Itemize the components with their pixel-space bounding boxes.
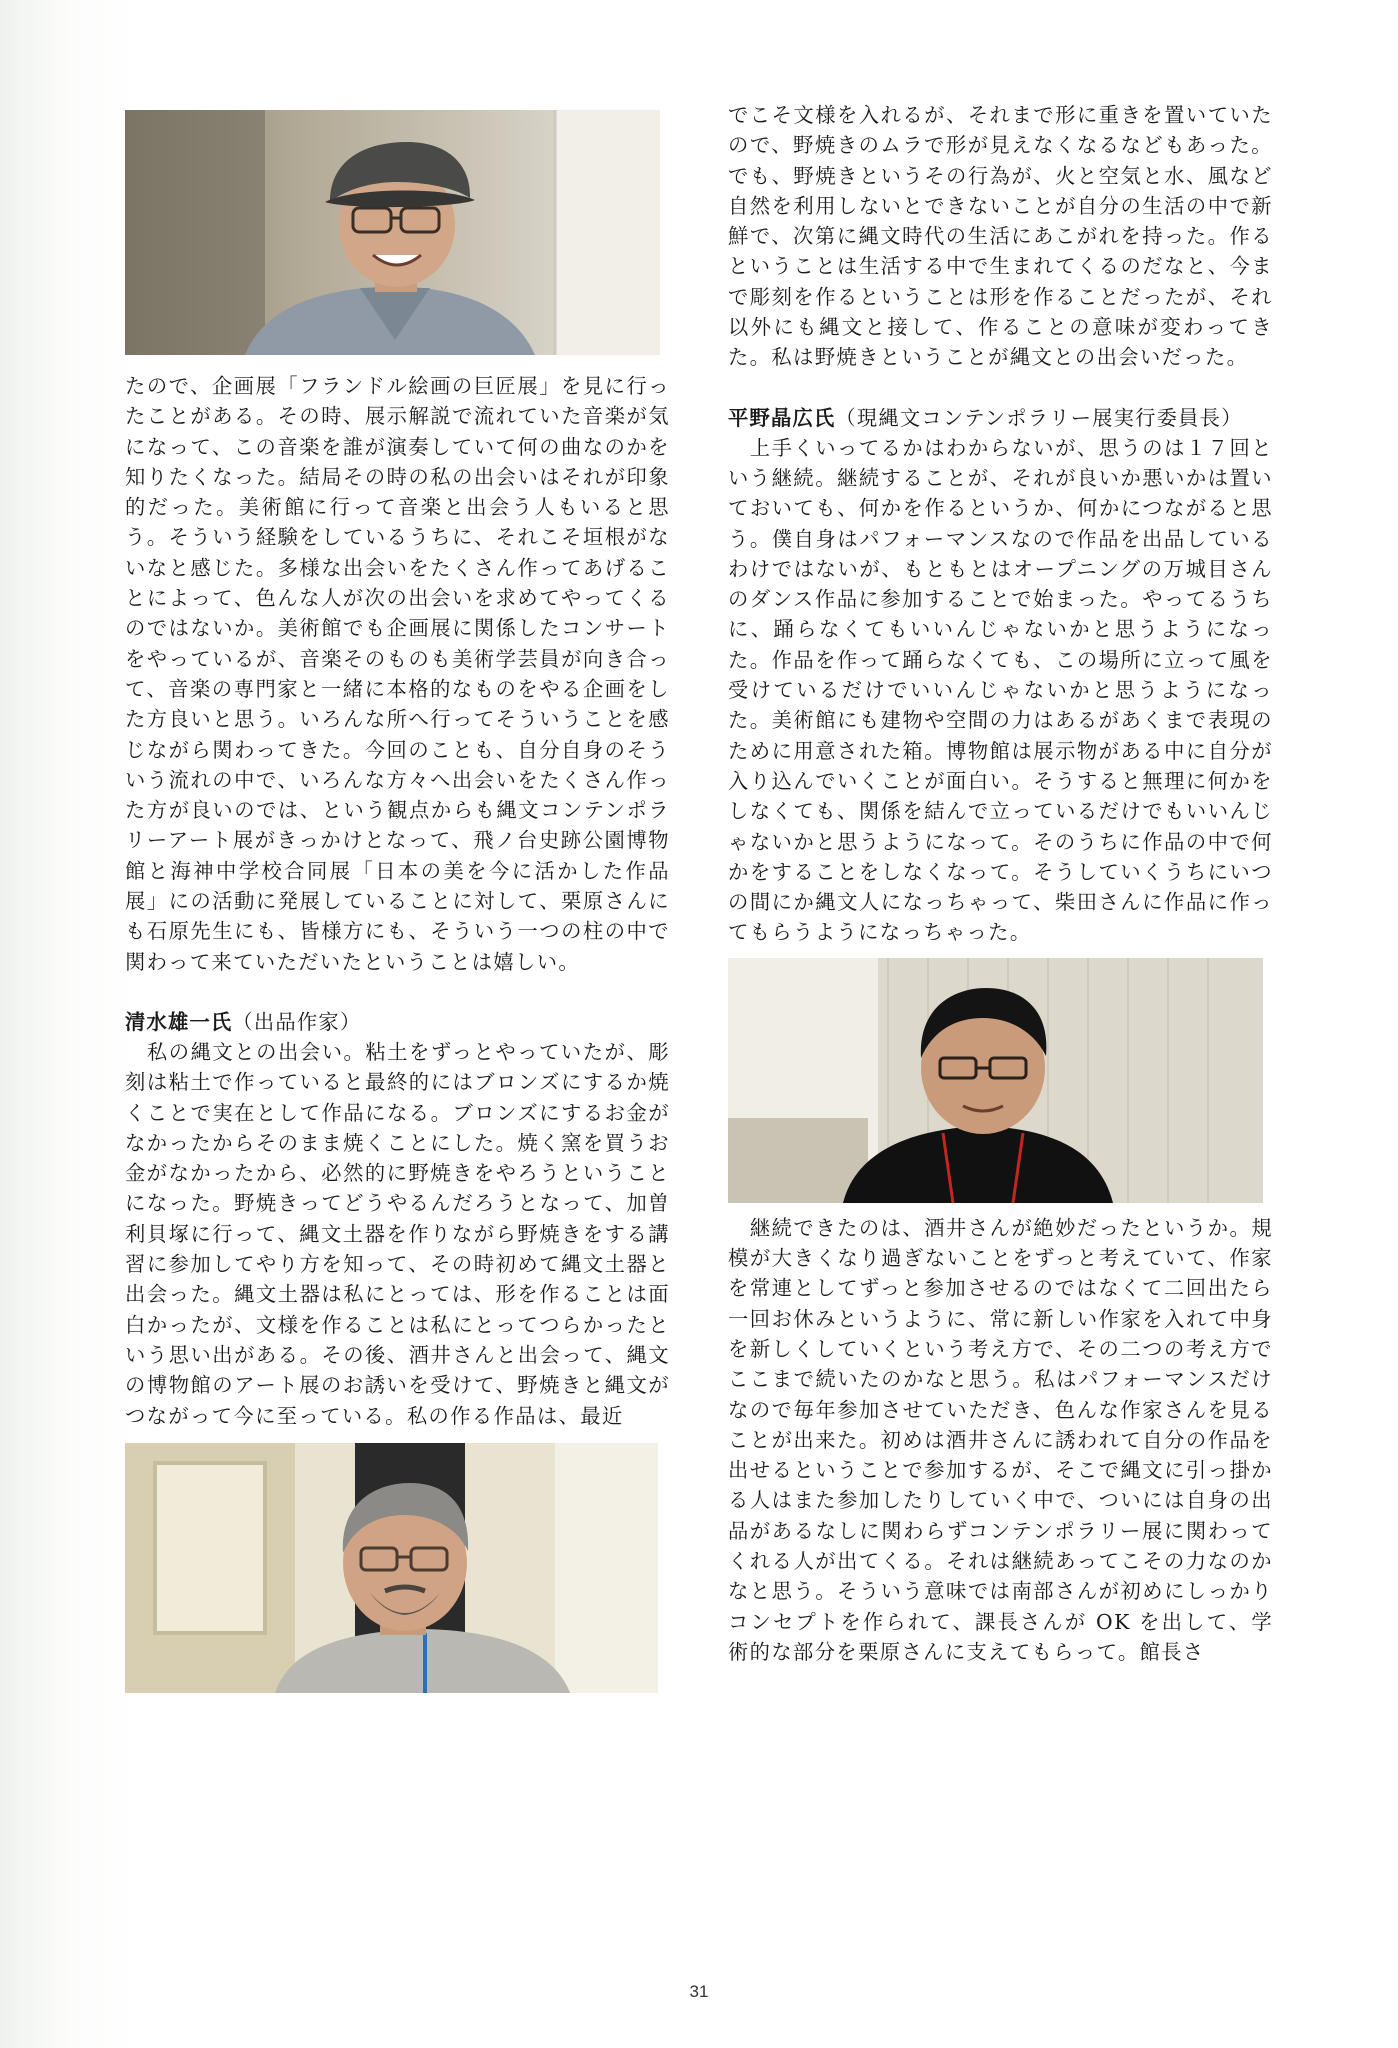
- page-number: 31: [689, 1982, 709, 2001]
- speaker-cap-image: [125, 110, 660, 355]
- photo-speaker-shimizu: [125, 1443, 658, 1693]
- hirano-heading: [728, 403, 1273, 433]
- photo-speaker-hirano: [728, 958, 1263, 1203]
- shimizu-image: [125, 1443, 658, 1693]
- hirano-paragraph: 上手くいってるかはわからないが、思うのは１７回という継続。継続することが、それが良いか悪いかは置いておいても、何かを作るというか、何かにつながると思う。僕自身はパフォーマンスなので作品を出品しているわけではないが、もともとはオープニングの万城目さんのダンス作品に参加することで始まった。やってるうちに、踊らなくてもいいんじゃないかと思うようになった。作品を作って踊らなくても、この場所に立って風を受けているだけでいいんじゃないかと思うようになった。美術館にも建物や空間の力はあるがあくまで表現のために用意された箱。博物館は展示物がある中に自分が入り込んでいくことが面白い。そうすると無理に何かをしなくても、関係を結んで立っているだけでもいいんじゃないかと思うようになって。そのうちに作品の中で何かをすることをしなくなって。そうしていくうちにいつの間にか縄文人になっちゃって、柴田さんに作品に作ってもらうようになっちゃった。: [728, 435, 1273, 945]
- hirano-name: 平野晶広氏: [728, 405, 836, 430]
- left-column: [125, 110, 670, 1693]
- shimizu-paragraph: 私の縄文との出会い。粘土をずっとやっていたが、彫刻は粘土で作っていると最終的にはブロンズにするか焼くことで実在として作品になる。ブロンズにするお金がなかったからそのまま焼くことにした。焼く窯を買うお金がなかったから、必然的に野焼きをやろうということになった。野焼きってどうやるんだろうとなって、加曽利貝塚に行って、縄文土器を作りながら野焼きをする講習に参加してやり方を知って、その時初めて縄文土器と出会った。縄文土器は私にとっては、形を作ることは面白かったが、文様を作ることは私にとってつらかったという思い出がある。その後、酒井さんと出会って、縄文の博物館のアート展のお誘いを受けて、野焼きと縄文がつながって今に至っている。私の作る作品は、最近: [125, 1039, 670, 1428]
- shimizu-heading: [125, 1007, 670, 1037]
- right-column: [728, 100, 1273, 1667]
- shimizu-role: （出品作家）: [232, 1009, 362, 1034]
- hirano-paragraph-2: 継続できたのは、酒井さんが絶妙だったというか。規模が大きくなり過ぎないことをずっと考えていて、作家を常連としてずっと参加させるのではなくて二回出たら一回お休みというように、常に新しい作家を入れて中身を新しくしていくという考え方で、その二つの考え方でここまで続いたのかなと思う。私はパフォーマンスだけなので毎年参加させていただき、色んな作家さんを見ることが出来た。初めは酒井さんに誘われて自分の作品を出せるということで参加するが、そこで縄文に引っ掛かる人はまた参加したりしていく中で、ついには自身の出品があるなしに関わらずコンテンポラリー展に関わってくれる人が出てくる。それは継続あってこその力なのかなと思う。そういう意味では南部さんが初めにしっかりコンセプトを作られて、課長さんが OK を出して、学術的な部分を栗原さんに支えてもらって。館長さ: [728, 1215, 1273, 1664]
- photo-speaker-cap: [125, 110, 660, 355]
- hirano-image: [728, 958, 1263, 1203]
- continuation-paragraph: でこそ文様を入れるが、それまで形に重きを置いていたので、野焼きのムラで形が見えなくなるなどもあった。でも、野焼きというその行為が、火と空気と水、風など自然を利用しないとできないことが自分の生活の中で新鮮で、次第に縄文時代の生活にあこがれを持った。作るということは生活する中で生まれてくるのだなと、今まで彫刻を作るということは形を作ることだったが、それ以外にも縄文と接して、作ることの意味が変わってきた。私は野焼きということが縄文との出会いだった。: [728, 103, 1273, 370]
- hirano-role: （現縄文コンテンポラリー展実行委員長）: [835, 405, 1243, 430]
- intro-paragraph: たので、企画展「フランドル絵画の巨匠展」を見に行ったことがある。その時、展示解説で流れていた音楽が気になって、この音楽を誰が演奏していて何の曲なのかを知りたくなった。結局その時の私の出会いはそれが印象的だった。美術館に行って音楽と出会う人もいると思う。そういう経験をしているうちに、それこそ垣根がないなと感じた。多様な出会いをたくさん作ってあげることによって、色んな人が次の出会いを求めてやってくるのではないか。美術館でも企画展に関係したコンサートをやっているが、音楽そのものも美術学芸員が向き合って、音楽の専門家と一緒に本格的なものをやる企画をした方良いと思う。いろんな所へ行ってそういうことを感じながら関わってきた。今回のことも、自分自身のそういう流れの中で、いろんな方々へ出会いをたくさん作った方が良いのでは、という観点からも縄文コンテンポラリーアート展がきっかけとなって、飛ノ台史跡公園博物館と海神中学校合同展「日本の美を今に活かした作品展」にの活動に発展していることに対して、栗原さんにも石原先生にも、皆様方にも、そういう一つの柱の中で関わって来ていただいたということは嬉しい。: [125, 374, 670, 974]
- shimizu-name: 清水雄一氏: [125, 1009, 233, 1034]
